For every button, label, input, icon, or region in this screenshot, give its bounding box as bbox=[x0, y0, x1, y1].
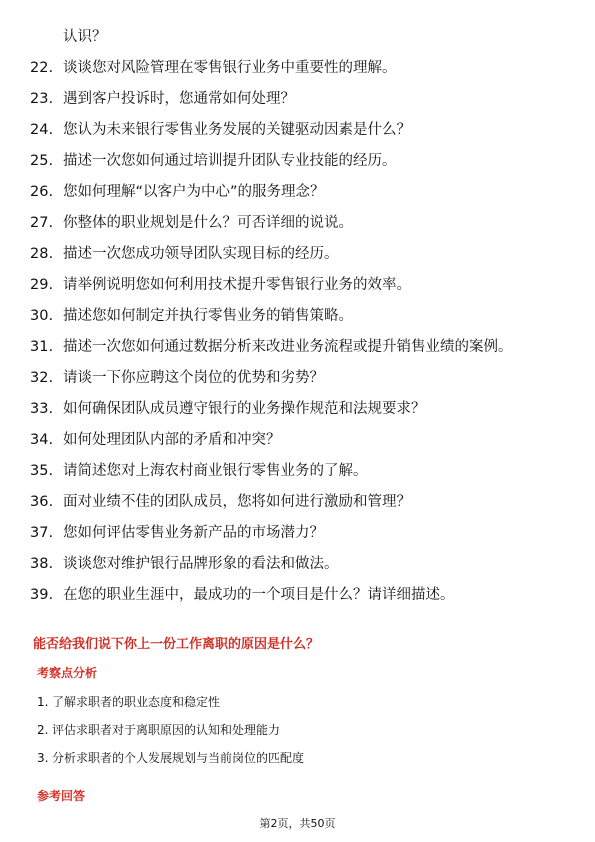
analysis-title: 考察点分析 bbox=[37, 666, 98, 680]
question-text: 请举例说明您如何利用技术提升零售银行业务的效率。 bbox=[63, 277, 411, 293]
question-text: 谈谈您对维护银行品牌形象的看法和做法。 bbox=[63, 556, 339, 572]
question-text: 请谈一下你应聘这个岗位的优势和劣势？ bbox=[63, 370, 324, 386]
analysis-point-number: 2. bbox=[37, 723, 49, 737]
question-continuation: 认识？ bbox=[63, 29, 107, 45]
question-number: 35. bbox=[30, 463, 54, 479]
question-number: 23. bbox=[30, 91, 54, 107]
question-number: 38. bbox=[30, 556, 54, 572]
question-text: 描述您如何制定并执行零售业务的销售策略。 bbox=[63, 308, 353, 324]
analysis-point-text: 评估求职者对于离职原因的认知和处理能力 bbox=[52, 723, 281, 737]
question-text: 在您的职业生涯中，最成功的一个项目是什么？请详细描述。 bbox=[63, 587, 455, 603]
question-number: 24. bbox=[30, 122, 54, 138]
question-text: 您如何评估零售业务新产品的市场潜力？ bbox=[63, 525, 324, 541]
question-number: 36. bbox=[30, 494, 54, 510]
question-number: 28. bbox=[30, 246, 54, 262]
question-item bbox=[0, 59, 595, 77]
question-text: 如何处理团队内部的矛盾和冲突？ bbox=[63, 432, 281, 448]
reference-answer-title: 参考回答 bbox=[37, 789, 86, 803]
question-text: 描述一次您如何通过数据分析来改进业务流程或提升销售业绩的案例。 bbox=[63, 339, 513, 355]
question-item bbox=[0, 90, 595, 108]
analysis-point-number: 1. bbox=[37, 695, 49, 709]
question-item bbox=[0, 276, 595, 294]
question-text: 描述一次您如何通过培训提升团队专业技能的经历。 bbox=[63, 153, 397, 169]
question-item bbox=[0, 152, 595, 170]
question-number: 39. bbox=[30, 587, 54, 603]
question-item bbox=[0, 214, 595, 232]
question-number: 34. bbox=[30, 432, 54, 448]
question-item bbox=[0, 307, 595, 325]
question-text: 您如何理解“以客户为中心”的服务理念？ bbox=[63, 184, 325, 200]
question-text: 如何确保团队成员遵守银行的业务操作规范和法规要求？ bbox=[63, 401, 426, 417]
question-item bbox=[0, 245, 595, 263]
question-item bbox=[0, 493, 595, 511]
question-number: 32. bbox=[30, 370, 54, 386]
question-number: 31. bbox=[30, 339, 54, 355]
question-text: 遇到客户投诉时，您通常如何处理？ bbox=[63, 91, 295, 107]
question-item bbox=[0, 555, 595, 573]
featured-question-heading: 能否给我们说下你上一份工作离职的原因是什么？ bbox=[33, 637, 320, 652]
question-number: 37. bbox=[30, 525, 54, 541]
question-item bbox=[0, 183, 595, 201]
question-item bbox=[0, 431, 595, 449]
analysis-point-text: 分析求职者的个人发展规划与当前岗位的匹配度 bbox=[52, 751, 305, 765]
question-item bbox=[0, 524, 595, 542]
question-item bbox=[0, 121, 595, 139]
analysis-points bbox=[0, 694, 304, 778]
question-number: 30. bbox=[30, 308, 54, 324]
question-text: 你整体的职业规划是什么？可否详细的说说。 bbox=[63, 215, 353, 231]
page-footer: 第2页，共50页 bbox=[259, 817, 336, 830]
question-item bbox=[0, 586, 595, 604]
question-number: 29. bbox=[30, 277, 54, 293]
analysis-point-number: 3. bbox=[37, 751, 49, 765]
question-number: 25. bbox=[30, 153, 54, 169]
analysis-point bbox=[0, 750, 304, 767]
question-item bbox=[0, 369, 595, 387]
question-item bbox=[0, 400, 595, 418]
question-text: 描述一次您成功领导团队实现目标的经历。 bbox=[63, 246, 339, 262]
question-text: 您认为未来银行零售业务发展的关键驱动因素是什么？ bbox=[63, 122, 411, 138]
analysis-point bbox=[0, 694, 304, 711]
analysis-point bbox=[0, 722, 304, 739]
question-number: 27. bbox=[30, 215, 54, 231]
question-item bbox=[0, 338, 595, 356]
question-number: 26. bbox=[30, 184, 54, 200]
question-text: 面对业绩不佳的团队成员，您将如何进行激励和管理？ bbox=[63, 494, 411, 510]
question-list bbox=[0, 59, 595, 617]
question-text: 请简述您对上海农村商业银行零售业务的了解。 bbox=[63, 463, 368, 479]
analysis-point-text: 了解求职者的职业态度和稳定性 bbox=[52, 695, 221, 709]
question-text: 谈谈您对风险管理在零售银行业务中重要性的理解。 bbox=[63, 60, 397, 76]
question-item bbox=[0, 462, 595, 480]
question-number: 22. bbox=[30, 60, 54, 76]
question-number: 33. bbox=[30, 401, 54, 417]
